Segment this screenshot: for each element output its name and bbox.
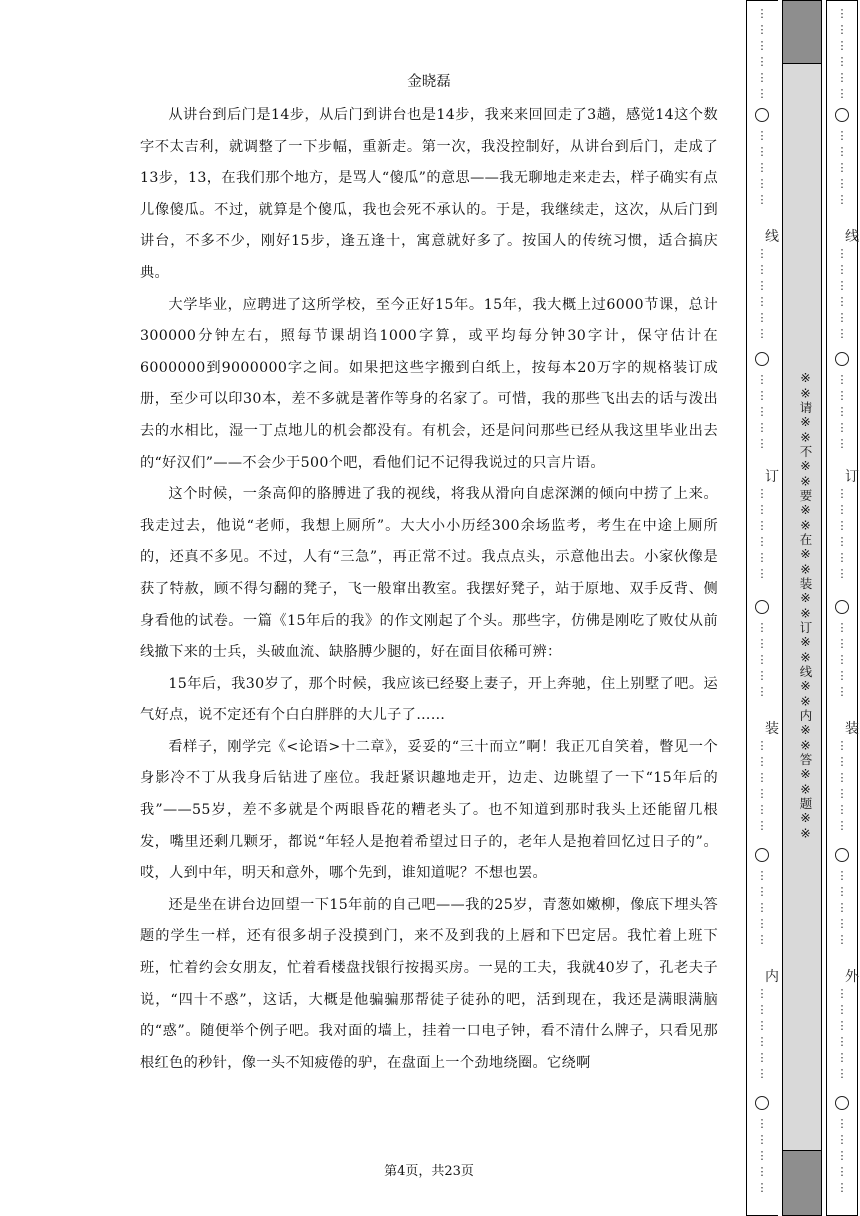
dotted-line-segment: ⋮ ⋮ ⋮ ⋮ ⋮ ⋮ [756,987,768,1080]
inner-char-ding: 订 [765,469,779,485]
dotted-line-segment: ⋮ ⋮ ⋮ ⋮ ⋮ ⋮ [836,487,848,580]
author-name: 金晓磊 [407,74,451,90]
binding-hole-circle [835,848,849,862]
dotted-line-segment: ⋮ ⋮ ⋮ ⋮ ⋮ [836,1117,848,1194]
article-body [140,100,718,1079]
dotted-line-segment: ⋮ ⋮ ⋮ ⋮ ⋮ ⋮ [836,739,848,832]
binding-hole-circle [755,848,769,862]
dotted-line-segment: ⋮ ⋮ ⋮ ⋮ ⋮ ⋮ [836,987,848,1080]
outer-char-zhuang: 装 [845,721,859,737]
binding-hole-circle [755,600,769,614]
binding-hole-circle [835,108,849,122]
paragraph-6: 还是坐在讲台边回望一下15年前的自己吧——我的25岁，青葱如嫩柳，像底下埋头答题的学生一样，还有很多胡子没摸到门，来不及到我的上唇和下巴定居。我忙着上班下班，忙着约会女朋友，忙着看楼盘找银行按揭买房。一晃的工夫，我就40岁了，孔老夫子说，“四十不惑”，这话，大概是他骗骗那帮徒子徒孙的吧，活到现在，我还是满眼满脑的“惑”。随便举个例子吧。我对面的墙上，挂着一口电子钟，看不清什么牌子，只看见那根红色的秒针，像一头不知疲倦的驴，在盘面上一个劲地绕圈。它绕啊 [140,896,718,1071]
dotted-line-segment: ⋮ ⋮ ⋮ ⋮ ⋮ [836,621,848,698]
binding-hole-circle [835,352,849,366]
outer-char-xian: 线 [845,229,859,245]
inner-char-nei: 内 [765,969,779,985]
dotted-line-segment: ⋮ ⋮ ⋮ ⋮ ⋮ ⋮ [756,7,768,100]
dotted-line-segment: ⋮ ⋮ ⋮ ⋮ ⋮ ⋮ [836,7,848,100]
outer-dotted-line [832,0,859,1216]
binding-hole-circle [755,108,769,122]
binding-block-bottom [782,1150,822,1216]
dotted-line-segment: ⋮ ⋮ ⋮ ⋮ ⋮ [756,621,768,698]
outer-char-wai: 外 [845,969,859,985]
dotted-line-segment: ⋮ ⋮ ⋮ ⋮ ⋮ [756,373,768,450]
dotted-line-segment: ⋮ ⋮ ⋮ ⋮ ⋮ [836,373,848,450]
dotted-line-segment: ⋮ ⋮ ⋮ ⋮ ⋮ ⋮ [756,247,768,340]
dotted-line-segment: ⋮ ⋮ ⋮ ⋮ ⋮ [756,129,768,206]
binding-hole-circle [755,1096,769,1110]
binding-hole-circle [835,600,849,614]
inner-char-xian: 线 [765,229,779,245]
paragraph-5: 看样子，刚学完《<论语>十二章》，妥妥的“三十而立”啊！我正兀自笑着，瞥见一个身影冷不丁从我身后钻进了座位。我赶紧识趣地走开，边走、边眺望了一下“15年后的我”——55岁，差不多就是个两眼昏花的糟老头了。也不知道到那时我头上还能留几根发，嘴里还剩几颗牙，都说“年轻人是抱着希望过日子的，老年人是抱着回忆过日子的”。哎，人到中年，明天和意外，哪个先到，谁知道呢？不想也罢。 [140,738,718,882]
binding-notice: ※※请※※不※※要※※在※※装※※订※※线※※内※※答※※题※※ [798,369,813,841]
dotted-line-segment: ⋮ ⋮ ⋮ ⋮ ⋮ ⋮ [756,487,768,580]
paragraph-1: 从讲台到后门是14步，从后门到讲台也是14步，我来来回回走了3趟，感觉14这个数字不太吉利，就调整了一下步幅，重新走。第一次，我没控制好，从讲台到后门，走成了13步，13，在我们那个地方，是骂人“傻瓜”的意思——我无聊地走来走去，样子确实有点儿像傻瓜。不过，就算是个傻瓜，我也会死不承认的。于是，我继续走，这次，从后门到讲台，不多不少，刚好15步，逢五逢十，寓意就好多了。按国人的传统习惯，适合搞庆典。 [140,107,718,281]
paragraph-2: 大学毕业，应聘进了这所学校，至今正好15年。15年，我大概上过6000节课，总计300000分钟左右，照每节课胡诌1000字算，或平均每分钟30字计，保守估计在6000000到9000000字之间。如果把这些字搬到白纸上，按每本20万字的规格装订成册，至少可以印30本，差不多就是著作等身的名家了。可惜，我的那些飞出去的话与泼出去的水相比，湿一丁点地儿的机会都没有。有机会，还是问问那些已经从我这里毕业出去的“好汉们”——不会少于500个吧，看他们记不记得我说过的只言片语。 [140,296,718,471]
inner-dotted-line [752,0,779,1216]
paragraph-3: 这个时候，一条高仰的胳膊进了我的视线，将我从滑向自虑深渊的倾向中捞了上来。我走过去，他说“老师，我想上厕所”。大大小小历经300余场监考，考生在中途上厕所的，还真不多见。不过，人有“三急”，再正常不过。我点点头，示意他出去。小家伙像是获了特赦，顾不得匀翻的凳子，飞一般窜出教室。我摆好凳子，站于原地、双手反背、侧身看他的试卷。一篇《15年后的我》的作文刚起了个头。那些字，仿佛是刚吃了败仗从前线撤下来的士兵，头破血流、缺胳膊少腿的，好在面目依稀可辨： [140,486,718,661]
binding-hole-circle [835,1096,849,1110]
dotted-line-segment: ⋮ ⋮ ⋮ ⋮ ⋮ [836,129,848,206]
dotted-line-segment: ⋮ ⋮ ⋮ ⋮ ⋮ ⋮ [756,739,768,832]
dotted-line-segment: ⋮ ⋮ ⋮ ⋮ ⋮ [756,869,768,946]
outer-char-ding: 订 [845,469,859,485]
binding-hole-circle [755,352,769,366]
paragraph-4: 15年后，我30岁了，那个时候，我应该已经娶上妻子，开上奔驰，住上别墅了吧。运气好点，说不定还有个白白胖胖的大儿子了…… [140,675,718,724]
dotted-line-segment: ⋮ ⋮ ⋮ ⋮ ⋮ ⋮ [836,247,848,340]
dotted-line-segment: ⋮ ⋮ ⋮ ⋮ ⋮ [836,869,848,946]
inner-char-zhuang: 装 [765,721,779,737]
page-footer: 第4页，共23页 [384,1164,474,1179]
binding-block-top [782,0,822,64]
dotted-line-segment: ⋮ ⋮ ⋮ ⋮ ⋮ [756,1117,768,1194]
